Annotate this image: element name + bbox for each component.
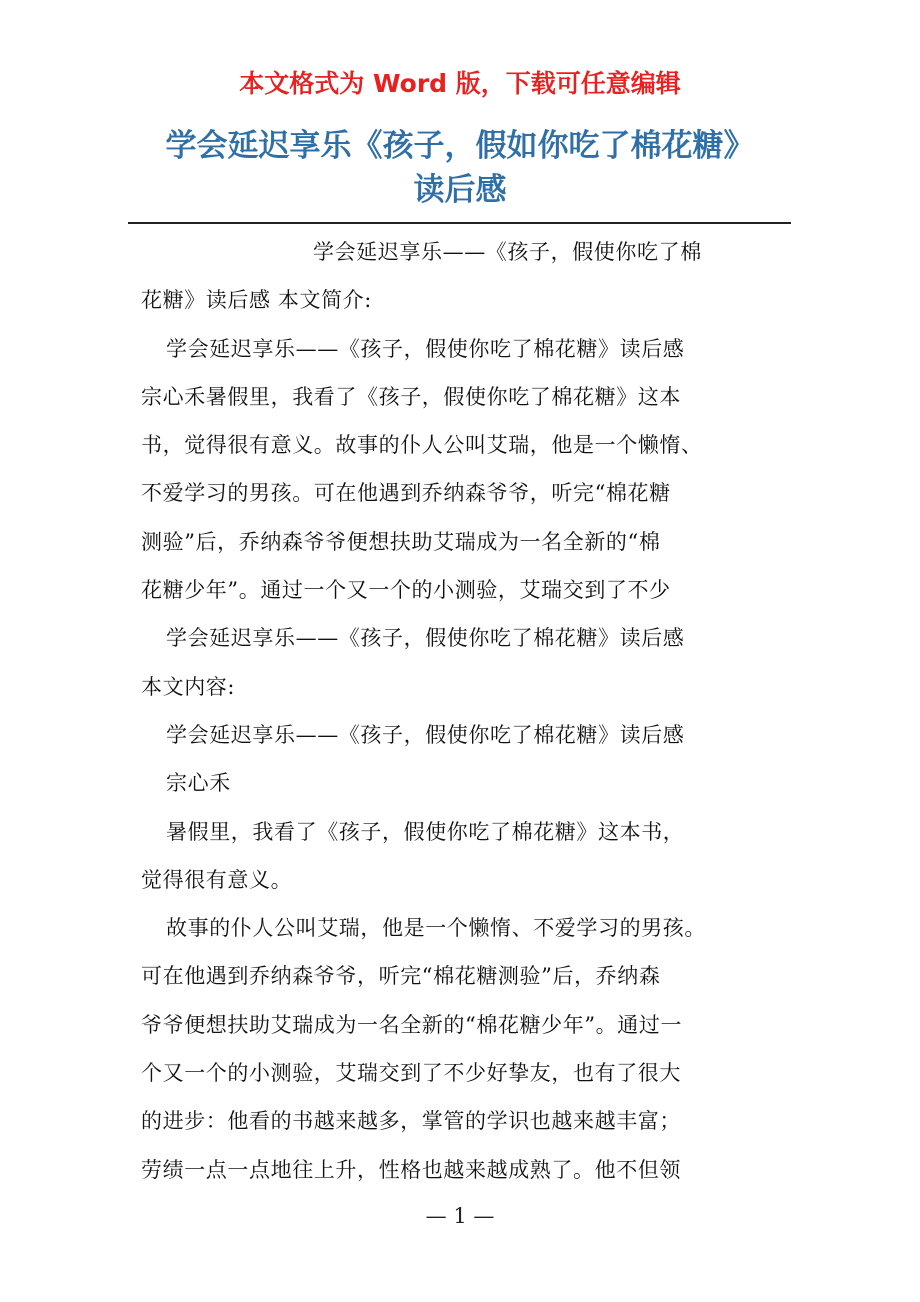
body-line: 花糖》读后感 本文简介:	[141, 288, 372, 313]
body-line: 暑假里，我看了《孩子，假使你吃了棉花糖》这本书，	[166, 819, 685, 844]
body-line: 宗心禾暑假里，我看了《孩子，假使你吃了棉花糖》这本	[141, 384, 681, 409]
body-line: 本文内容:	[141, 674, 236, 699]
body-line: 学会延迟享乐——《孩子，假使你吃了棉	[313, 240, 702, 264]
body-line: 不爱学习的男孩。可在他遇到乔纳森爷爷，听完“棉花糖	[141, 481, 671, 506]
format-notice-banner: 本文格式为 Word 版，下载可任意编辑	[239, 69, 681, 98]
body-line: 的进步：他看的书越来越多，掌管的学识也越来越丰富；	[141, 1109, 681, 1134]
document-title	[60, 124, 860, 212]
body-line: 可在他遇到乔纳森爷爷，听完“棉花糖测验”后，乔纳森	[141, 964, 661, 989]
body-line: 宗心禾	[166, 771, 231, 796]
body-line: 个又一个的小测验，艾瑞交到了不少好挚友，也有了很大	[141, 1061, 681, 1086]
title-line-2: 读后感	[413, 172, 507, 208]
document-body	[141, 228, 771, 1194]
body-line: 花糖少年”。通过一个又一个的小测验，艾瑞交到了不少	[141, 578, 671, 603]
body-line: 觉得很有意义。	[141, 867, 293, 892]
page-number: — 1 —	[425, 1204, 495, 1228]
body-line: 劳绩一点一点地往上升，性格也越来越成熟了。他不但领	[141, 1157, 681, 1182]
body-line: 学会延迟享乐——《孩子，假使你吃了棉花糖》读后感	[166, 336, 685, 361]
body-line: 爷爷便想扶助艾瑞成为一名全新的“棉花糖少年”。通过一	[141, 1012, 683, 1037]
body-line: 测验”后，乔纳森爷爷便想扶助艾瑞成为一名全新的“棉	[141, 529, 661, 554]
body-line: 故事的仆人公叫艾瑞，他是一个懒惰、不爱学习的男孩。	[166, 916, 706, 941]
body-line: 学会延迟享乐——《孩子，假使你吃了棉花糖》读后感	[166, 722, 685, 747]
title-line-1: 学会延迟享乐《孩子，假如你吃了棉花糖》	[165, 128, 755, 164]
title-divider	[128, 222, 791, 224]
body-line: 学会延迟享乐——《孩子，假使你吃了棉花糖》读后感	[166, 626, 685, 651]
body-line: 书，觉得很有意义。故事的仆人公叫艾瑞，他是一个懒惰、	[141, 433, 703, 458]
